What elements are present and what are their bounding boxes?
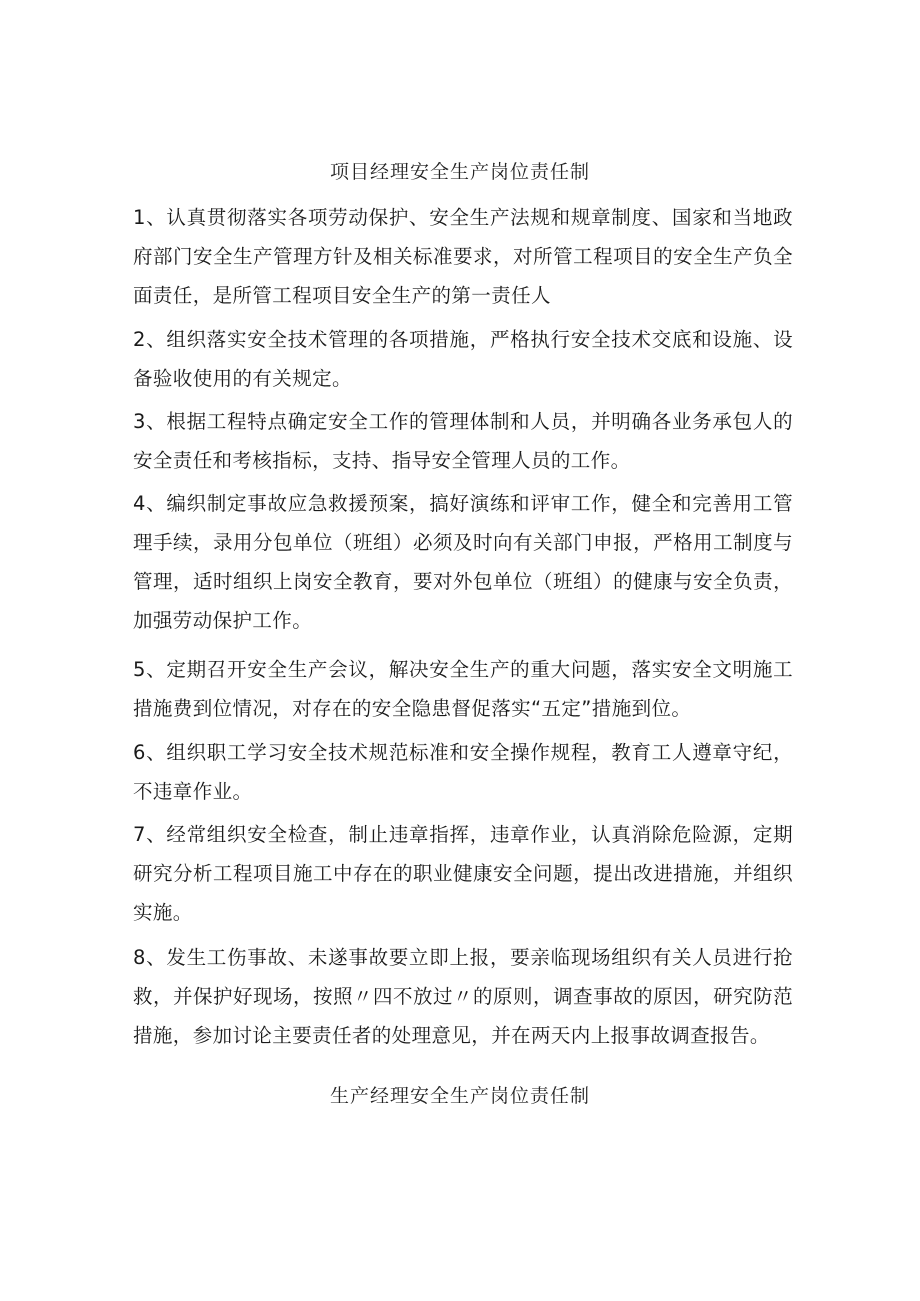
clause-3: 3、根据工程特点确定安全工作的管理体制和人员，并明确各业务承包人的安全责任和考核指标，支持、指导安全管理人员的工作。	[133, 410, 793, 472]
section-title-production-manager: 生产经理安全生产岗位责任制	[329, 1085, 590, 1107]
clause-8: 8、发生工伤事故、未遂事故要立即上报，要亲临现场组织有关人员进行抢救，并保护好现场，按照〃四不放过〃的原则，调查事故的原因，研究防范措施，参加讨论主要责任者的处理意见，并在两天内上报事故调查报告。	[133, 946, 793, 1047]
clause-1: 1、认真贯彻落实各项劳动保护、安全生产法规和规章制度、国家和当地政府部门安全生产管理方针及相关标准要求，对所管工程项目的安全生产负全面责任，是所管工程项目安全生产的第一责任人	[133, 206, 793, 307]
clause-5: 5、定期召开安全生产会议，解决安全生产的重大问题，落实安全文明施工措施费到位情况，对存在的安全隐患督促落实“五定”措施到位。	[133, 658, 793, 720]
clause-4: 4、编织制定事故应急救援预案，搞好演练和评审工作，健全和完善用工管理手续，录用分包单位（班组）必须及时向有关部门申报，严格用工制度与管理，适时组织上岗安全教育，要对外包单位（班组）的健康与安全负责，加强劳动保护工作。	[133, 492, 793, 632]
clause-2: 2、组织落实安全技术管理的各项措施，严格执行安全技术交底和设施、设备验收使用的有关规定。	[133, 328, 793, 390]
clause-6: 6、组织职工学习安全技术规范标准和安全操作规程，教育工人遵章守纪，不违章作业。	[133, 741, 793, 803]
clause-7: 7、经常组织安全检查，制止违章指挥，违章作业，认真消除危险源，定期研究分析工程项目施工中存在的职业健康安全问题，提出改进措施，并组织实施。	[133, 823, 793, 924]
section-title-project-manager: 项目经理安全生产岗位责任制	[329, 161, 590, 183]
